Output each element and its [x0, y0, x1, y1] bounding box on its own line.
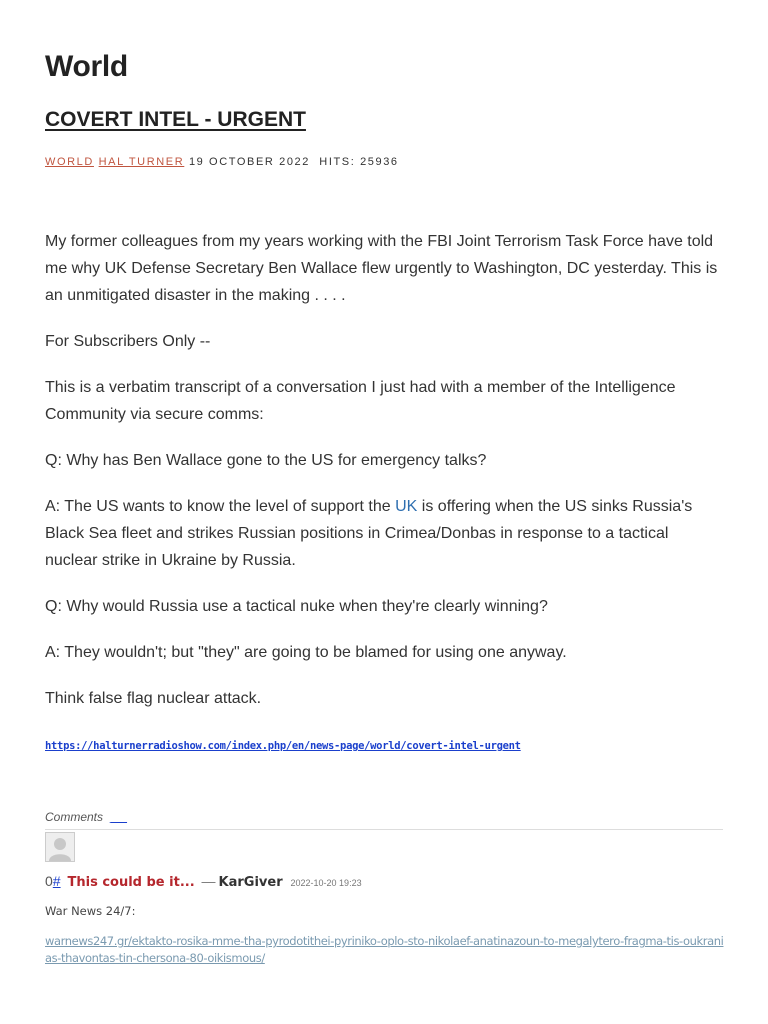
article-title-link[interactable]: COVERT INTEL - URGENT [45, 108, 306, 131]
comment-title: This could be it... [67, 875, 195, 890]
paragraph [45, 493, 725, 574]
paragraph: Q: Why would Russia use a tactical nuke when they're clearly winning? [45, 598, 548, 615]
paragraph: My former colleagues from my years working with the FBI Joint Terrorism Task Force have told me why UK Defense Secretary Ben Wallace flew urgently to Washington, DC yesterday. This is an unmitigated disaster in the making . . . . [45, 233, 718, 304]
paragraph: A: They wouldn't; but "they" are going to be blamed for using one anyway. [45, 644, 567, 661]
avatar [45, 832, 75, 862]
article-body [45, 228, 725, 779]
comment-date: 2022-10-20 19:23 [290, 878, 362, 888]
comment-text: War News 24/7: [45, 904, 136, 918]
comment-body [45, 904, 725, 967]
category-link[interactable]: WORLD [45, 156, 94, 168]
hits-label: HITS: [319, 156, 356, 168]
comments-header [45, 810, 127, 824]
comment-number: 0 [45, 873, 53, 889]
source-link-paragraph [45, 731, 725, 760]
hits-count: 25936 [360, 156, 399, 168]
section-title: World [45, 50, 128, 83]
comment-dash: — [201, 873, 216, 889]
comment-author: KarGiver [218, 875, 283, 890]
answer-text: A: The US wants to know the level of support the [45, 498, 396, 515]
comment-link[interactable]: warnews247.gr/ektakto-rosika-mme-tha-pyrodotithei-pyriniko-oplo-sto-nikolaef-anatinazoun-to-megalytero-fragma-tis-oukranias-thavontas-tin-chersona-80-oikismous/ [45, 934, 724, 965]
divider [45, 829, 723, 830]
highlight-uk: UK [395, 498, 418, 515]
publish-date: 19 OCTOBER 2022 [188, 156, 310, 168]
comment-header [45, 873, 362, 890]
comment-permalink[interactable]: # [52, 873, 61, 889]
comments-toggle[interactable]: _ _ [110, 810, 128, 824]
paragraph: For Subscribers Only -- [45, 333, 211, 350]
author-link[interactable]: HAL TURNER [98, 156, 185, 168]
article-title [45, 108, 306, 132]
paragraph: Think false flag nuclear attack. [45, 690, 262, 707]
answer-text: is offering when the US sinks Russia's Black Sea fleet and strikes Russian positions in Crimea/Donbas in response to a tactical nuclear strike in Ukraine by Russia. [45, 498, 693, 569]
paragraph: This is a verbatim transcript of a conversation I just had with a member of the Intelligence Community via secure comms: [45, 379, 676, 423]
user-avatar-icon [46, 833, 74, 861]
comments-label: Comments [45, 810, 104, 824]
paragraph: Q: Why has Ben Wallace gone to the US for emergency talks? [45, 452, 487, 469]
article-meta [45, 156, 399, 168]
source-link[interactable]: https://halturnerradioshow.com/index.php/en/news-page/world/covert-intel-urgent [45, 740, 521, 752]
